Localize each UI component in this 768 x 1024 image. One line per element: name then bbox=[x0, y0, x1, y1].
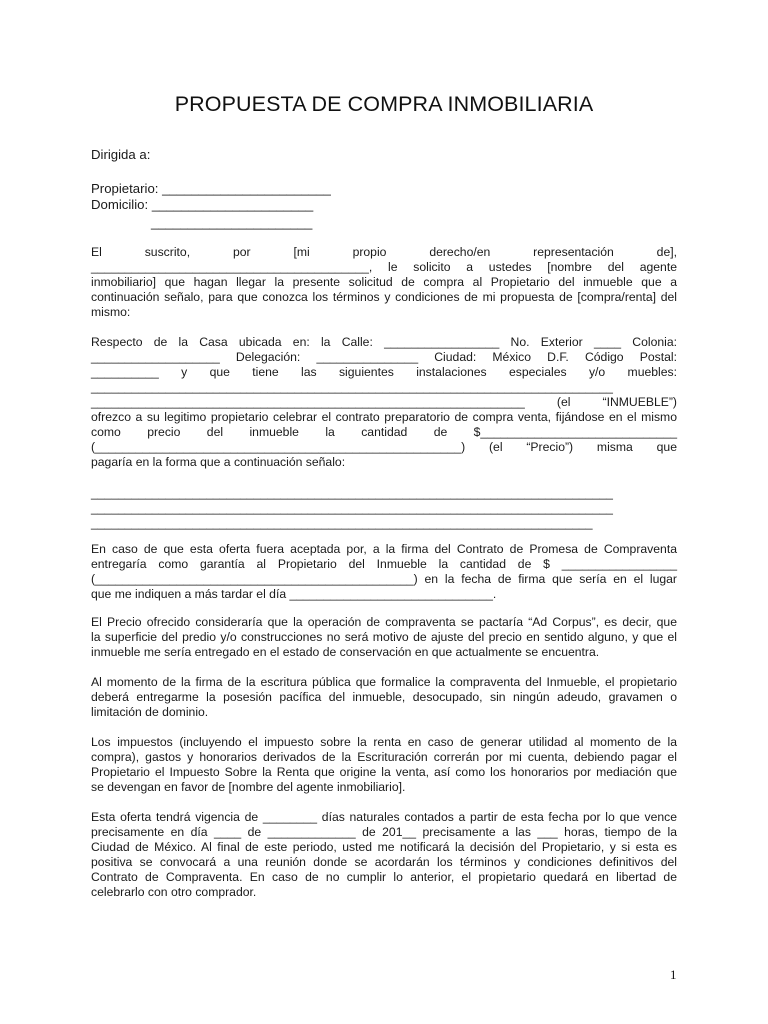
paragraph-line: mismo: bbox=[91, 305, 131, 319]
paragraph-line: Los impuestos (incluyendo el impuesto sobre la renta en caso de generar utilidad al momento de la bbox=[91, 735, 677, 749]
owner-field: Propietario: _______________________ bbox=[91, 181, 331, 196]
paragraph-line: (______________________________________________________) (el “Precio”) misma que bbox=[91, 440, 677, 454]
paragraph-line: celebrarlo con otro comprador. bbox=[91, 885, 257, 899]
paragraph-line: Ciudad de México. Al final de este periodo, usted me notificará la decisión del Propietario, y si esta es bbox=[91, 840, 677, 854]
paragraph-line: Al momento de la firma de la escritura pública que formalice la compraventa del Inmueble, el propietario bbox=[91, 675, 677, 689]
blank-line: _____________________________________________________________________________ bbox=[91, 501, 613, 515]
paragraph-line: se devengan en favor de [nombre del agente inmobiliario]. bbox=[91, 780, 406, 794]
paragraph-line: _________________________________________, le solicito a ustedes [nombre del agente bbox=[91, 260, 677, 274]
paragraph-line: El Precio ofrecido consideraría que la operación de compraventa se pactaría “Ad Corpus”, es decir, que bbox=[91, 615, 677, 629]
paragraph-line: compra), gastos y honorarios derivados de la Escrituración correrán por mi cuenta, debiendo pagar el bbox=[91, 750, 677, 764]
paragraph-line: ________________________________________________________________ (el “INMUEBLE”) bbox=[91, 395, 677, 409]
paragraph-line: entregaría como garantía al Propietario del Inmueble la cantidad de $ _________________ bbox=[91, 557, 677, 571]
address-field-continued: ______________________ bbox=[151, 215, 313, 230]
blank-line: __________________________________________________________________________ bbox=[91, 516, 593, 530]
paragraph-line: En caso de que esta oferta fuera aceptada por, a la firma del Contrato de Promesa de Compraventa bbox=[91, 542, 677, 556]
paragraph-line: como precio del inmueble la cantidad de $_____________________________ bbox=[91, 425, 677, 439]
paragraph-line: limitación de dominio. bbox=[91, 705, 209, 719]
paragraph-line: precisamente en día ____ de _____________ de 201__ precisamente a las ___ horas, tiempo de la bbox=[91, 825, 677, 839]
paragraph-line: __________ y que tiene las siguientes instalaciones especiales y/o muebles: bbox=[91, 365, 677, 379]
address-field: Domicilio: ______________________ bbox=[91, 197, 314, 212]
paragraph-line: Contrato de Compraventa. En caso de no cumplir lo anterior, el propietario quedará en libertad de bbox=[91, 870, 677, 884]
addressee-label: Dirigida a: bbox=[91, 147, 151, 162]
paragraph-line: inmueble me sería entregado en el estado de conservación en que actualmente se encuentra. bbox=[91, 645, 600, 659]
paragraph-line: continuación señalo, para que conozca los términos y condiciones de mi propuesta de [compra/renta] del bbox=[91, 290, 677, 304]
paragraph-line: positiva se convocará a una reunión donde se acordarán los términos y condiciones definitivos del bbox=[91, 855, 677, 869]
paragraph-line: ___________________ Delegación: _______________ Ciudad: México D.F. Código Postal: bbox=[91, 350, 677, 364]
paragraph-line: la superficie del predio y/o construcciones no será motivo de ajuste del precio en sentido alguno, y que el bbox=[91, 630, 677, 644]
paragraph-line: _____________________________________________________________________________ bbox=[91, 380, 613, 394]
blank-line: _____________________________________________________________________________ bbox=[91, 486, 613, 500]
paragraph-line: (_______________________________________________) en la fecha de firma que sería en el lugar bbox=[91, 572, 677, 586]
paragraph-line: ofrezco a su legitimo propietario celebrar el contrato preparatorio de compra venta, fijándose en el mismo bbox=[91, 410, 677, 424]
paragraph-line: pagaría en la forma que a continuación señalo: bbox=[91, 455, 346, 469]
page-number: 1 bbox=[670, 967, 677, 982]
paragraph-line: inmobiliario] que hagan llegar la presente solicitud de compra al Propietario del inmueble que a bbox=[91, 275, 677, 289]
paragraph-line: Respecto de la Casa ubicada en: la Calle: _________________ No. Exterior ____ Colonia: bbox=[91, 335, 677, 349]
paragraph-line: que me indiquen a más tardar el día ______________________________. bbox=[91, 587, 497, 601]
paragraph-line: deberá entregarme la posesión pacífica del inmueble, desocupado, sin ningún adeudo, gravamen o bbox=[91, 690, 677, 704]
paragraph-line: Propietario el Impuesto Sobre la Renta que origine la venta, así como los honorarios por mediación que bbox=[91, 765, 677, 779]
paragraph-line: Esta oferta tendrá vigencia de ________ días naturales contados a partir de esta fecha por lo que vence bbox=[91, 810, 677, 824]
document-title: PROPUESTA DE COMPRA INMOBILIARIA bbox=[174, 92, 594, 116]
paragraph-line: El suscrito, por [mi propio derecho/en representación de], bbox=[91, 245, 677, 259]
